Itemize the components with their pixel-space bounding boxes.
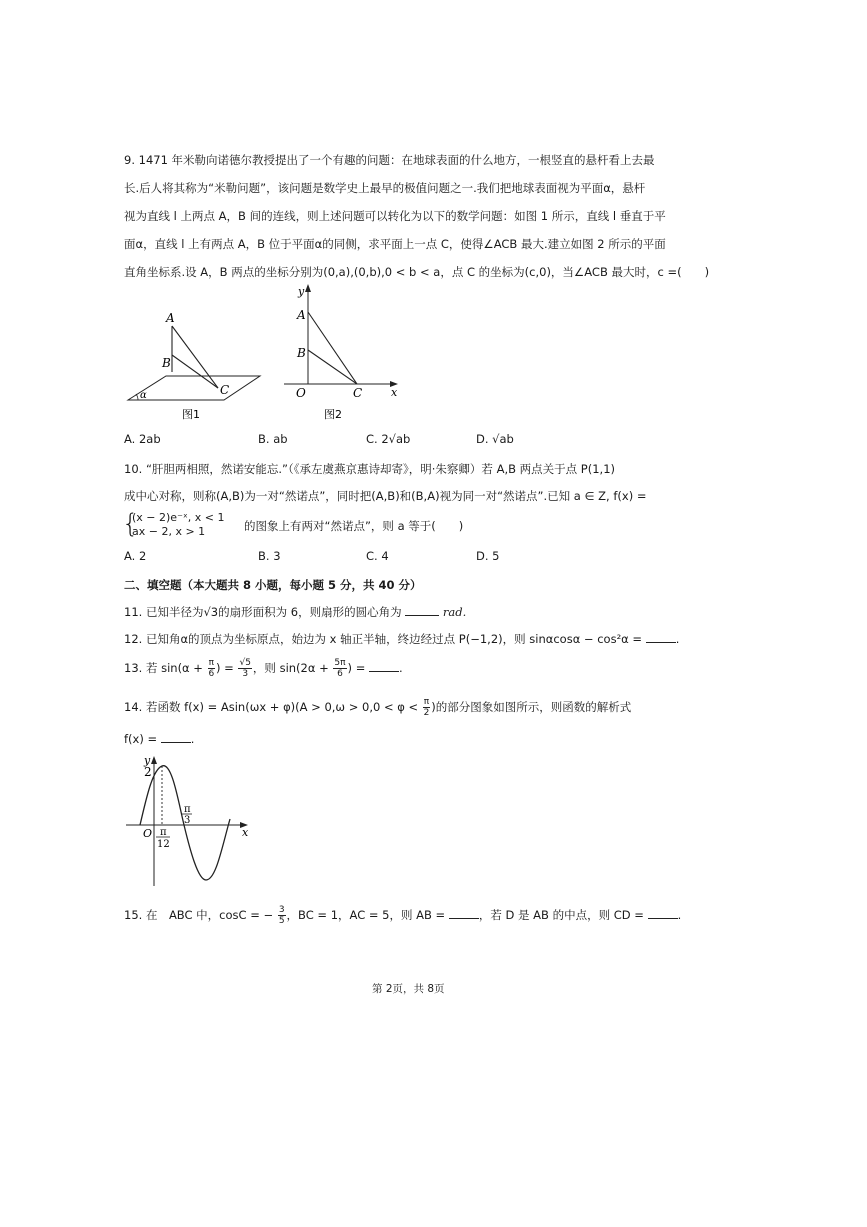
q10-option-b: B. 3 bbox=[258, 549, 281, 563]
alpha-arc bbox=[136, 394, 138, 400]
q9-line-2: 长.后人将其称为“米勒问题”，该问题是数学史上最早的极值问题之一.我们把地球表面视为平面α，悬杆 bbox=[124, 181, 646, 195]
q11-unit: rad. bbox=[442, 605, 467, 619]
q9-option-c: C. 2√ab bbox=[366, 432, 411, 446]
q15-end: . bbox=[677, 908, 682, 922]
q14-label-y: y bbox=[144, 754, 151, 767]
q13-frac1-num: π bbox=[208, 658, 215, 668]
q9-option-a: A. 2ab bbox=[124, 432, 161, 446]
q10-line-3-tail: 的图象上有两对“然诺点”，则 a 等于( ) bbox=[244, 519, 464, 533]
q15-mid: ，BC = 1，AC = 5，则 AB = bbox=[286, 908, 446, 922]
fig2-label-c: C bbox=[353, 386, 363, 400]
q12: 12. 已知角α的顶点为坐标原点，始边为 x 轴正半轴，终边经过点 P(−1,2)，则 sinαcosα − cos²α = . bbox=[124, 632, 680, 646]
q9-line-4: 面α，直线 l 上有两点 A，B 位于平面α的同侧，求平面上一点 C，使得∠ACB 最大.建立如图 2 所示的平面 bbox=[124, 237, 666, 251]
fig2-label-y: y bbox=[298, 285, 305, 298]
q13-frac-5pi-6 bbox=[333, 658, 346, 679]
fig1-caption: 图1 bbox=[182, 408, 200, 421]
q13-frac2-den: 3 bbox=[242, 669, 249, 679]
fig1-label-a: A bbox=[166, 311, 175, 325]
page-footer: 第 2页，共 8页 bbox=[372, 983, 445, 995]
q9-option-d: D. √ab bbox=[476, 432, 514, 446]
q11-pre: 11. 已知半径为 bbox=[124, 605, 204, 619]
fig2-label-a: A bbox=[297, 308, 306, 322]
q15-pre: 15. 在 ABC 中，cosC = − bbox=[124, 908, 274, 922]
fig2-label-o: O bbox=[296, 386, 306, 400]
q14-label-2: 2 bbox=[144, 765, 152, 779]
q11-mid: 的扇形面积为 6，则扇形的圆心角为 bbox=[218, 605, 402, 619]
q13-mid: ，则 sin(2α + bbox=[252, 661, 329, 675]
q13-end: ) = bbox=[347, 661, 366, 675]
q15 bbox=[124, 905, 681, 926]
q15-answer-blank-ab[interactable] bbox=[449, 908, 479, 919]
fig2-label-b: B bbox=[297, 346, 306, 360]
q9-line-5: 直角坐标系.设 A，B 两点的坐标分别为(0,a),(0,b),0 < b < a，点 C 的坐标为(c,0)，当∠ACB 最大时，c =( ) bbox=[124, 265, 710, 279]
q13-frac2-num: √5 bbox=[239, 658, 251, 668]
q13-frac-pi-6 bbox=[208, 658, 215, 679]
segment-ac bbox=[172, 326, 218, 388]
q9-figure-2 bbox=[278, 282, 408, 425]
q14-frac-den: 2 bbox=[423, 708, 430, 718]
q13-frac-sqrt5-3 bbox=[238, 658, 251, 679]
q9-line-3: 视为直线 l 上两点 A，B 间的连线，则上述问题可以转化为以下的数学问题：如图 1 所示，直线 l 垂直于平 bbox=[124, 209, 666, 223]
q14-line-2: f(x) = . bbox=[124, 732, 195, 746]
q13-answer-blank[interactable] bbox=[369, 661, 399, 672]
q11 bbox=[124, 604, 466, 620]
fig2-segment-bc bbox=[308, 350, 357, 384]
q13: 13. 若 sin(α + $\frac{\pi}{6}$ ) = $\frac{√5}{3}$ ，则 sin(2α + $\frac{5\pi}{6}$ ) = . bbox=[124, 658, 403, 679]
q11-radical: √3 bbox=[203, 605, 219, 619]
q14-y-arrow bbox=[151, 756, 157, 764]
fig1-label-b: B bbox=[162, 356, 171, 370]
q10-option-c: C. 4 bbox=[366, 549, 389, 563]
q14-frac-pi-2 bbox=[423, 697, 430, 718]
fig2-y-arrow bbox=[305, 284, 311, 292]
fig1-label-alpha: α bbox=[140, 390, 147, 401]
q9-line-1: 9. 1471 年米勒向诺德尔教授提出了一个有趣的问题：在地球表面的什么地方，一根竖直的悬杆看上去最 bbox=[124, 153, 655, 167]
q10-piecewise-brace: { bbox=[122, 509, 139, 539]
segment-bc bbox=[172, 355, 218, 388]
fig2-segment-ac bbox=[308, 312, 357, 384]
fig2-label-x: x bbox=[391, 386, 398, 399]
q13-frac3-den: 6 bbox=[337, 669, 343, 679]
q10-case-1: (x − 2)e⁻ˣ, x < 1 bbox=[132, 511, 225, 524]
q14-frac-num: π bbox=[423, 697, 430, 707]
q14-fx: f(x) = bbox=[124, 732, 158, 746]
q13-pre: 13. 若 sin(α + bbox=[124, 661, 203, 675]
q15-frac-den: 5 bbox=[278, 916, 285, 926]
q10-option-a: A. 2 bbox=[124, 549, 147, 563]
fig2-caption: 图2 bbox=[324, 408, 342, 421]
q15-answer-blank-cd[interactable] bbox=[648, 908, 678, 919]
q15-frac-num: 3 bbox=[278, 905, 285, 915]
q13-frac1-den: 6 bbox=[208, 669, 215, 679]
q14-label-x: x bbox=[242, 826, 249, 839]
q15-frac-3-5 bbox=[278, 905, 286, 926]
q14-sine-graph bbox=[122, 752, 262, 892]
q14-pre: 14. 若函数 f(x) = Asin(ωx + φ)(A > 0,ω > 0,0 < φ < bbox=[124, 700, 419, 714]
q14-label-pi3-den: 3 bbox=[184, 815, 191, 826]
q14-label-pi3-num: π bbox=[184, 804, 191, 815]
q14-label-o: O bbox=[143, 827, 153, 840]
q15-mid2: ，若 D 是 AB 的中点，则 CD = bbox=[478, 908, 644, 922]
q14-post: )的部分图象如图所示，则函数的解析式 bbox=[431, 700, 632, 714]
q10-case-2: ax − 2, x > 1 bbox=[132, 525, 206, 538]
q12-answer-blank[interactable] bbox=[646, 632, 676, 643]
plane-alpha-shape bbox=[128, 376, 260, 400]
q10-line-2: 成中心对称，则称(A,B)为一对“然诺点”，同时把(A,B)和(B,A)视为同一对“然诺点”.已知 a ∈ Z, f(x) = bbox=[124, 489, 647, 503]
q12-text: 12. 已知角α的顶点为坐标原点，始边为 x 轴正半轴，终边经过点 P(−1,2)，则 sinαcosα − cos²α = bbox=[124, 632, 643, 646]
q13-eq: ) = bbox=[216, 661, 234, 675]
q10-option-d: D. 5 bbox=[476, 549, 500, 563]
section-title: 二、填空题（本大题共 8 小题，每小题 5 分，共 40 分） bbox=[124, 578, 422, 592]
q11-answer-blank[interactable] bbox=[405, 605, 439, 616]
q9-figure-1 bbox=[120, 300, 270, 425]
q14 bbox=[124, 697, 631, 718]
q14-label-pi12-den: 12 bbox=[157, 839, 170, 850]
q14-label-pi12-num: π bbox=[160, 827, 167, 838]
q14-answer-blank[interactable] bbox=[161, 732, 191, 743]
fig1-label-c: C bbox=[220, 383, 230, 397]
q9-option-b: B. ab bbox=[258, 432, 288, 446]
q13-frac3-num: 5π bbox=[334, 658, 346, 668]
q10-line-1: 10. “肝胆两相照，然诺安能忘.”（《承左虞燕京惠诗却寄》，明·朱察卿）若 A,B 两点关于点 P(1,1) bbox=[124, 462, 615, 476]
